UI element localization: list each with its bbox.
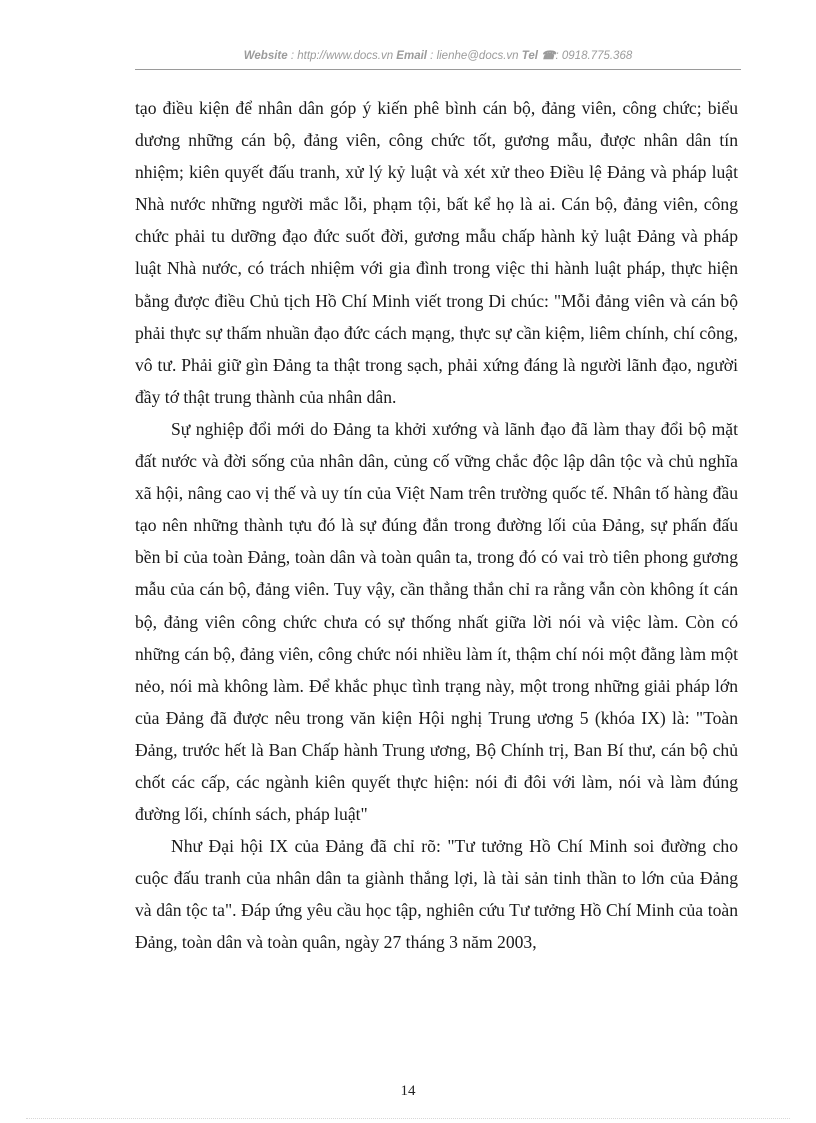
page-number: 14 <box>400 1083 416 1099</box>
page-header <box>135 47 741 70</box>
email-value: : lienhe@docs.vn <box>426 50 522 62</box>
tel-label: Tel <box>521 50 538 62</box>
bottom-divider <box>26 1118 790 1119</box>
email-label: Email <box>396 50 427 62</box>
phone-icon: ☎ <box>541 50 556 62</box>
website-label: Website <box>243 50 288 62</box>
tel-value: : 0918.775.368 <box>555 50 633 62</box>
paragraph-1: tạo điều kiện để nhân dân góp ý kiến phê bình cán bộ, đảng viên, công chức; biểu dương những cán bộ, đảng viên, công chức tốt, gương mẫu, được nhân dân tín nhiệm; kiên quyết đấu tranh, xử lý kỷ luật và xét xử theo Điều lệ Đảng và pháp luật Nhà nước những người mắc lỗi, phạm tội, bất kể họ là ai. Cán bộ, đảng viên, công chức phải tu dưỡng đạo đức suốt đời, gương mẫu chấp hành kỷ luật Đảng và pháp luật Nhà nước, có trách nhiệm với gia đình trong việc thi hành luật pháp, thực hiện bằng được điều Chủ tịch Hồ Chí Minh viết trong Di chúc: "Mỗi đảng viên và cán bộ phải thực sự thấm nhuần đạo đức cách mạng, thực sự cần kiệm, liêm chính, chí công, vô tư. Phải giữ gìn Đảng ta thật trong sạch, phải xứng đáng là người lãnh đạo, người đầy tớ thật trung thành của nhân dân. <box>135 98 738 407</box>
paragraph-3: Như Đại hội IX của Đảng đã chỉ rõ: "Tư tưởng Hồ Chí Minh soi đường cho cuộc đấu tranh của nhân dân ta giành thắng lợi, là tài sản tinh thần to lớn của Đảng và dân tộc ta". Đáp ứng yêu cầu học tập, nghiên cứu Tư tưởng Hồ Chí Minh của toàn Đảng, toàn dân và toàn quân, ngày 27 tháng 3 năm 2003, <box>135 836 738 953</box>
document-body <box>135 92 738 959</box>
website-value: : http://www.docs.vn <box>287 50 397 62</box>
paragraph-2: Sự nghiệp đổi mới do Đảng ta khởi xướng và lãnh đạo đã làm thay đổi bộ mặt đất nước và đời sống của nhân dân, củng cố vững chắc độc lập dân tộc và chủ nghĩa xã hội, nâng cao vị thế và uy tín của Việt Nam trên trường quốc tế. Nhân tố hàng đầu tạo nên những thành tựu đó là sự đúng đắn trong đường lối của Đảng, sự phấn đấu bền bỉ của toàn Đảng, toàn dân và toàn quân ta, trong đó có vai trò tiên phong gương mẫu của cán bộ, đảng viên. Tuy vậy, cần thẳng thắn chỉ ra rằng vẫn còn không ít cán bộ, đảng viên công chức chưa có sự thống nhất giữa lời nói và việc làm. Còn có những cán bộ, đảng viên, công chức nói nhiều làm ít, thậm chí nói một đằng làm một nẻo, nói mà không làm. Để khắc phục tình trạng này, một trong những giải pháp lớn của Đảng đã được nêu trong văn kiện Hội nghị Trung ương 5 (khóa IX) là: "Toàn Đảng, trước hết là Ban Chấp hành Trung ương, Bộ Chính trị, Ban Bí thư, cán bộ chủ chốt các cấp, các ngành kiên quyết thực hiện: nói đi đôi với làm, nói và làm đúng đường lối, chính sách, pháp luật" <box>135 418 738 825</box>
